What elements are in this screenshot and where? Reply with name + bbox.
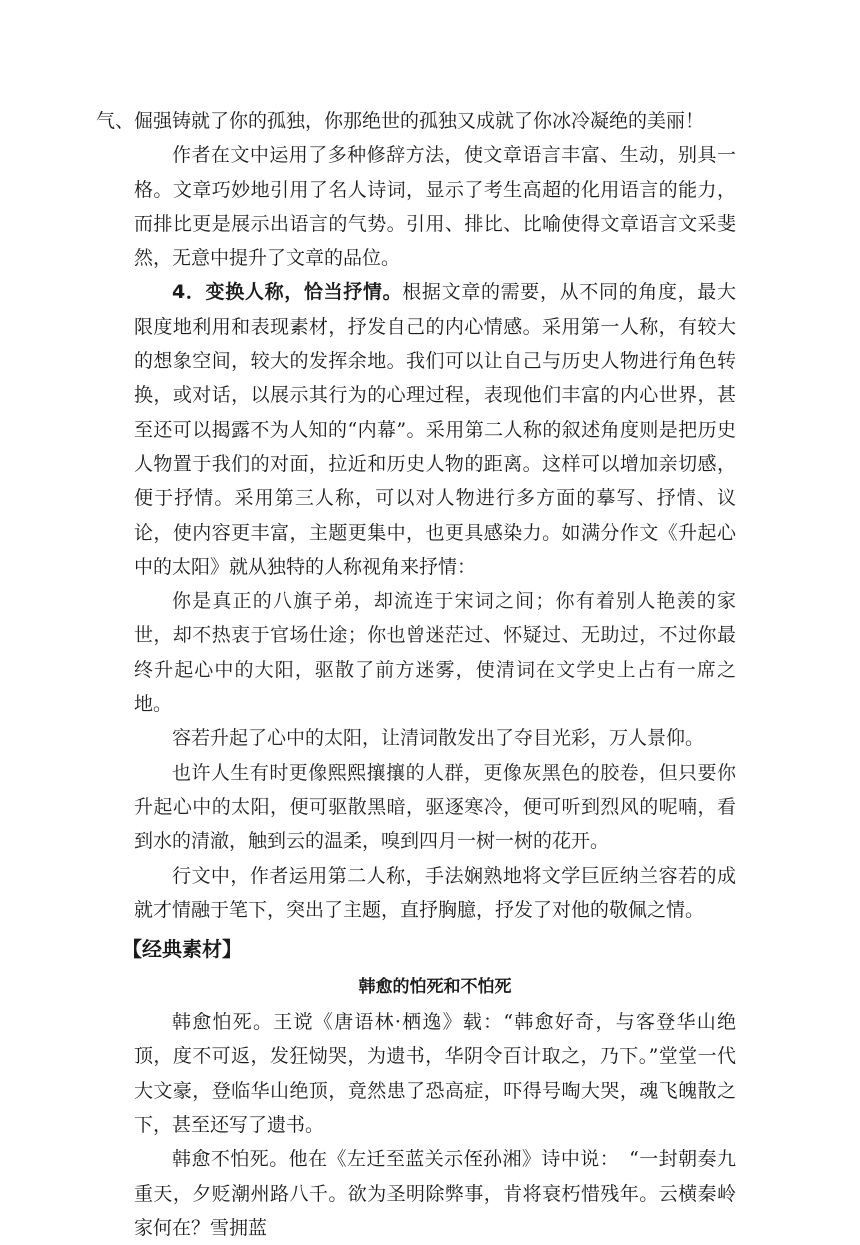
quote-paragraph-1: 你是真正的八旗子弟，却流连于宋词之间；你有着别人艳羡的家世，却不热衷于官场仕途；你也曾迷茫过、怀疑过、无助过，不过你最终升起心中的大阳，驱散了前方迷雾，使清词在文学史上占有一席之地。 (134, 590, 736, 716)
quote-paragraph-2: 容若升起了心中的太阳，让清词散发出了夺目光彩，万人景仰。 (172, 727, 705, 750)
paragraph-person-shift (134, 275, 736, 584)
quote-paragraph-3: 也许人生有时更像熙熙攘攘的人群，更像灰黑色的胶卷，但只要你升起心中的太阳，便可驱散黑暗，驱逐寒冷，便可听到烈风的呢喃，看到水的清澈，触到云的温柔，嗅到四月一树一树的花开。 (134, 761, 736, 853)
paragraph-continued: 气、倔强铸就了你的孤独，你那绝世的孤独又成就了你冰冷凝绝的美丽！ (96, 110, 705, 132)
article-title: 韩愈的怕死和不怕死 (358, 977, 512, 998)
paragraph-analysis-second-person: 行文中，作者运用第二人称，手法娴熟地将文学巨匠纳兰容若的成就才情融于笔下，突出了主题，直抒胸臆，抒发了对他的敬佩之情。 (134, 864, 736, 921)
paragraph-not-afraid-of-death: 韩愈不怕死。他在《左迁至蓝关示侄孙湘》诗中说： “一封朝奏九重天，夕贬潮州路八千。欲为圣明除弊事，肯将衰朽惜残年。云横秦岭家何在？雪拥蓝 (134, 1148, 736, 1239)
document-body (96, 104, 736, 1245)
paragraph-body-text: 根据文章的需要，从不同的角度，最大限度地利用和表现素材，抒发自己的内心情感。采用第一人称，有较大的想象空间，较大的发挥余地。我们可以让自己与历史人物进行角色转换，或对话，以展示其行为的心理过程，表现他们丰富的内心世界，甚至还可以揭露不为人知的“内幕”。采用第二人称的叙述角度则是把历史人物置于我们的对面，拉近和历史人物的距离。这样可以增加亲切感，便于抒情。采用第三人称，可以对人物进行多方面的摹写、抒情、议论，使内容更丰富，主题更集中，也更具感染力。如满分作文《升起心中的太阳》就从独特的人称视角来抒情： (134, 281, 736, 578)
paragraph-rhetoric-analysis: 作者在文中运用了多种修辞方法，使文章语言丰富、生动，别具一格。文章巧妙地引用了名人诗词，显示了考生高超的化用语言的能力，而排比更是展示出语言的气势。引用、排比、比喻使得文章语言文采斐然，无意中提升了文章的品位。 (134, 144, 736, 270)
paragraph-lead-heading: 4．变换人称，恰当抒情。 (172, 281, 403, 304)
section-heading: 【经典素材】 (122, 937, 242, 962)
paragraph-afraid-of-death: 韩愈怕死。王谠《唐语林·栖逸》载：“韩愈好奇，与客登华山绝顶，度不可返，发狂恸哭，为遗书，华阴令百计取之，乃下。”堂堂一代大文豪，登临华山绝顶，竟然患了恐高症，吓得号啕大哭，魂飞魄散之下，甚至还写了遗书。 (134, 1011, 736, 1137)
